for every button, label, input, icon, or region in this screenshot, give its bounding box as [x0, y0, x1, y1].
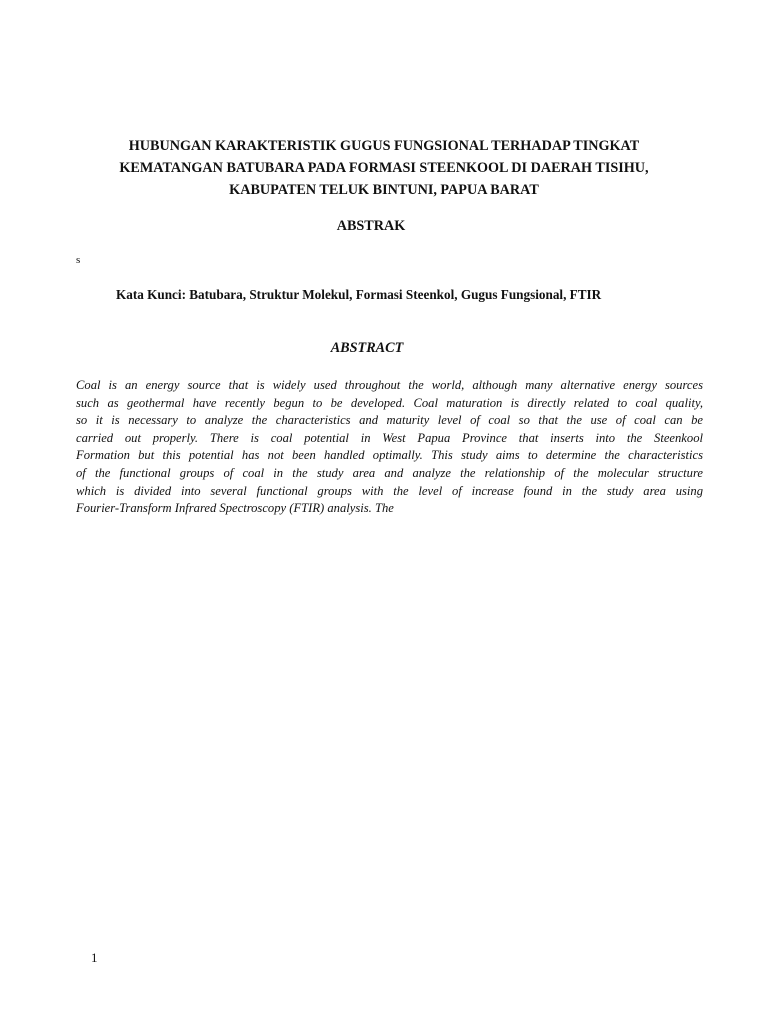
- abstract-line: of the functional groups of coal in the study area and analyze the relationship of the molecular structure: [76, 465, 703, 480]
- abstract-line: which is divided into several functional groups with the level of increase found in the study area using: [76, 483, 703, 498]
- page-number: 1: [91, 950, 98, 965]
- paper-title: [70, 135, 698, 201]
- abstract-heading: ABSTRACT: [330, 340, 404, 356]
- abstract-line: such as geothermal have recently begun to be developed. Coal maturation is directly related to coal quality,: [76, 395, 703, 410]
- abstract-line: Coal is an energy source that is widely used throughout the world, although many alternative energy sources: [76, 378, 703, 392]
- abstract-line: so it is necessary to analyze the characteristics and maturity level of coal so that the use of coal can be: [76, 413, 703, 428]
- abstrak-body-text: s: [76, 254, 81, 266]
- abstract-line: Fourier-Transform Infrared Spectroscopy (FTIR) analysis. The: [76, 501, 394, 516]
- abstract-line: Formation but this potential has not been handled optimally. This study aims to determine the characteristics: [76, 448, 703, 463]
- abstrak-heading: ABSTRAK: [336, 218, 406, 234]
- title-line: KABUPATEN TELUK BINTUNI, PAPUA BARAT: [229, 182, 539, 198]
- title-line: HUBUNGAN KARAKTERISTIK GUGUS FUNGSIONAL TERHADAP TINGKAT: [128, 138, 640, 154]
- keywords-line: Kata Kunci: Batubara, Struktur Molekul, Formasi Steenkol, Gugus Fungsional, FTIR: [116, 287, 602, 302]
- abstract-line: carried out properly. There is coal potential in West Papua Province that inserts into the Steenkool: [76, 430, 703, 445]
- abstract-body: [76, 377, 703, 518]
- title-line: KEMATANGAN BATUBARA PADA FORMASI STEENKOOL DI DAERAH TISIHU,: [119, 160, 649, 176]
